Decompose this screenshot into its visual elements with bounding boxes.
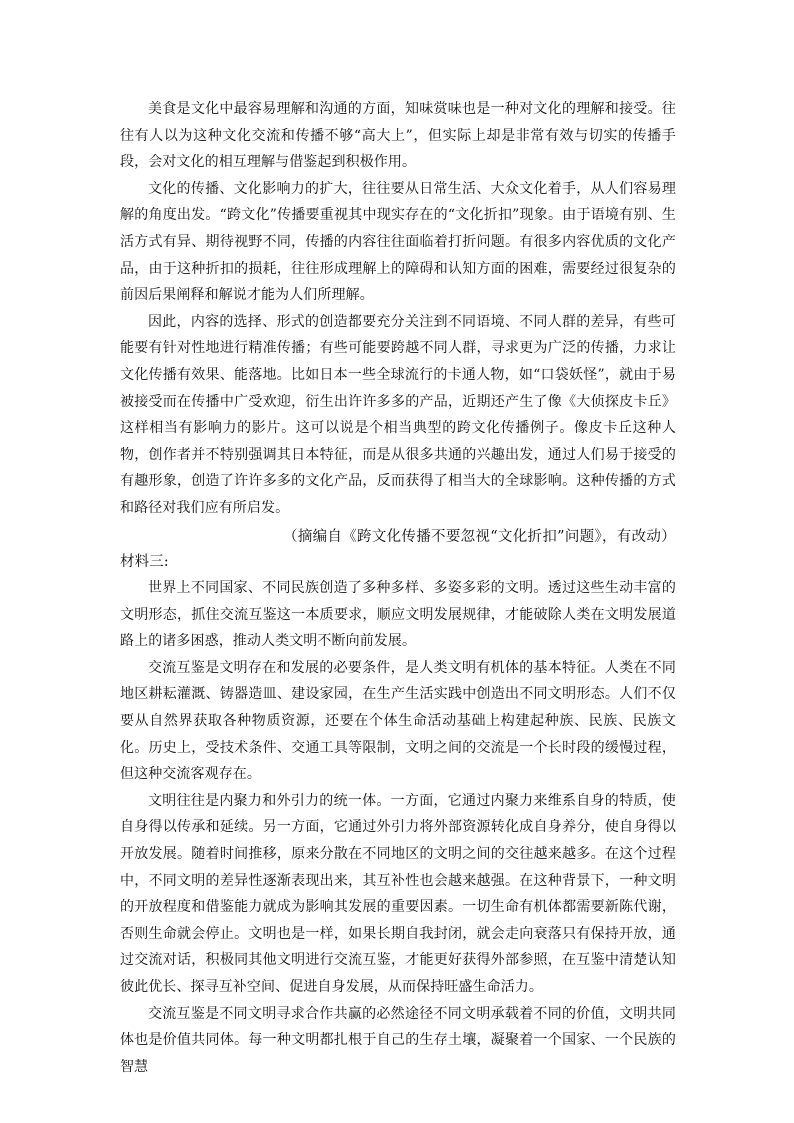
section-label: 材料三: [120,554,169,571]
source-citation: （摘编自《跨文化传播不要忽视“文化折扣”问题》，有改动） [283,528,676,545]
body-paragraph: 文化的传播、文化影响力的扩大，往往要从日常生活、大众文化着手，从人们容易理解的角度出发。“跨文化”传播要重视其中现实存在的“文化折扣”现象。由于语境有别、生活方式有异、期待视野不同，传播的内容往往面临着打折问题。有很多内容优质的文化产品，由于这种折扣的损耗，往往形成理解上的障碍和认知方面的困难，需要经过很复杂的前因后果阐释和解说才能为人们所理解。 [120,180,676,304]
body-paragraph: 世界上不同国家、不同民族创造了多种多样、多姿多彩的文明。透过这些生动丰富的文明形态，抓住交流互鉴这一本质要求，顺应文明发展规律，才能破除人类在文明发展道路上的诸多困惑，推动人类文明不断向前发展。 [120,580,676,650]
body-paragraph: 因此，内容的选择、形式的创造都要充分关注到不同语境、不同人群的差异，有些可能要有针对性地进行精准传播；有些可能要跨越不同人群，寻求更为广泛的传播，力求让文化传播有效果、能落地。比如日本一些全球流行的卡通人物，如“口袋妖怪”，就由于易被接受而在传播中广受欢迎，衍生出许许多多的产品，近期还产生了像《大侦探皮卡丘》这样相当有影响力的影片。这可以说是个相当典型的跨文化传播例子。像皮卡丘这种人物，创作者并不特别强调其日本特征，而是从很多共通的兴趣出发，通过人们易于接受的有趣形象，创造了许许多多的文化产品，反而获得了相当大的全球影响。这种传播的方式和路径对我们应有所启发。 [120,313,676,516]
body-paragraph: 文明往往是内聚力和外引力的统一体。一方面，它通过内聚力来维系自身的特质，使自身得以传承和延续。另一方面，它通过外引力将外部资源转化成自身养分，使自身得以开放发展。随着时间推移，原来分散在不同地区的文明之间的交往越来越多。在这个过程中，不同文明的差异性逐渐表现出来，其互补性也会越来越强。在这种背景下，一种文明的开放程度和借鉴能力就成为影响其发展的重要因素。一切生命有机体都需要新陈代谢，否则生命就会停止。文明也是一样，如果长期自我封闭，就会走向衰落只有保持开放，通过交流对话，积极同其他文明进行交流互鉴，才能更好获得外部参照，在互鉴中清楚认知彼此优长、探寻互补空间、促进自身发展，从而保持旺盛生命活力。 [120,792,676,995]
body-paragraph: 美食是文化中最容易理解和沟通的方面，知味赏味也是一种对文化的理解和接受。往往有人以为这种文化交流和传播不够“高大上”，但实际上却是非常有效与切实的传播手段，会对文化的相互理解与借鉴起到积极作用。 [120,101,676,171]
document-page [120,96,676,1080]
body-paragraph: 交流互鉴是不同文明寻求合作共赢的必然途径不同文明承载着不同的价值，文明共同体也是价值共同体。每一种文明都扎根于自己的生存土壤，凝聚着一个国家、一个民族的智慧 [120,1005,676,1075]
body-paragraph: 交流互鉴是文明存在和发展的必要条件，是人类文明有机体的基本特征。人类在不同地区耕耘灌溉、铸器造皿、建设家园，在生产生活实践中创造出不同文明形态。人们不仅要从自然界获取各种物质资源，还要在个体生命活动基础上构建起种族、民族、民族文化。历史上，受技术条件、交通工具等限制，文明之间的交流是一个长时段的缓慢过程，但这种交流客观存在。 [120,659,676,783]
